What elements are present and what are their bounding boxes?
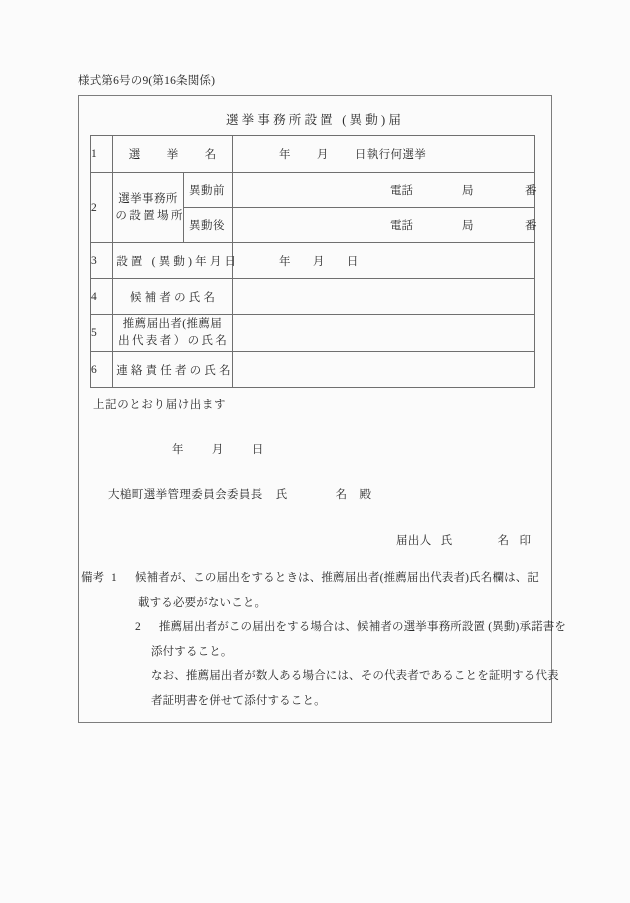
form-table — [90, 135, 535, 388]
label-text: 連絡責任者の氏名 — [116, 364, 234, 377]
form-number: 様式第6号の9(第16条関係) — [78, 75, 216, 87]
telephone-label: 電話 — [390, 185, 413, 197]
sub-label-text: 異動後 — [189, 220, 225, 232]
label-line-2: 出代表者）の氏名 — [118, 335, 230, 347]
month-marker: 月 — [316, 149, 329, 161]
row-value-contact-person-name[interactable] — [233, 352, 535, 388]
label-text: 選 挙 名 — [128, 149, 224, 161]
row-value-election-name[interactable] — [233, 136, 535, 173]
label-line-2: の設置場所 — [115, 209, 185, 222]
month-marker: 月 — [312, 255, 325, 268]
submitter-givenname-label: 名 — [497, 535, 510, 547]
note-item-1-line-1 — [78, 573, 552, 585]
row-value-candidate-name[interactable] — [233, 279, 535, 315]
addressee-line — [108, 486, 371, 502]
submission-date-line[interactable] — [172, 441, 264, 457]
election-date-placeholder — [233, 146, 534, 162]
table-row-recommender-name — [91, 315, 535, 352]
submitter-label: 届出人 — [396, 535, 432, 547]
table-row-election-name — [91, 136, 535, 173]
date-day-marker: 日 — [251, 444, 264, 456]
date-month-marker: 月 — [211, 444, 224, 456]
table-row-candidate-name — [91, 279, 535, 315]
telephone-unit-kyoku: 局 — [462, 220, 474, 232]
addressee-givenname-label: 名 — [335, 489, 348, 501]
row-number-2: 2 — [91, 173, 113, 243]
label-text: 設置 (異動)年月日 — [116, 255, 240, 268]
note-item-2-line-1 — [78, 621, 567, 634]
row-label-election-name — [113, 136, 233, 173]
row-label-recommender-name — [113, 315, 233, 352]
label-line-1: 選挙事務所 — [118, 192, 178, 205]
label-text — [113, 191, 183, 224]
note-number-2: 2 — [135, 621, 141, 633]
row-value-recommender-name[interactable] — [233, 315, 535, 352]
row-value-establishment-date[interactable] — [233, 243, 535, 279]
note-item-2-line-3: なお、推薦届出者が数人ある場合には、その代表者であることを証明する代表 — [151, 670, 559, 682]
notes-section — [78, 572, 567, 707]
day-marker: 日 — [346, 255, 359, 268]
submitter-line[interactable] — [396, 532, 531, 548]
row-label-candidate-name — [113, 279, 233, 315]
year-marker: 年 — [279, 255, 291, 268]
label-text: 候補者の氏名 — [129, 291, 219, 304]
sub-label-before-change — [184, 173, 233, 208]
submitter-surname-label: 氏 — [440, 535, 453, 547]
note-item-1-line-2: 載する必要がないこと。 — [138, 596, 267, 609]
telephone-label: 電話 — [390, 220, 413, 232]
addressee-honorific: 殿 — [359, 489, 372, 501]
row-number-1: 1 — [91, 136, 113, 173]
row-number-5: 5 — [91, 315, 113, 352]
note-item-2-line-4: 者証明書を併せて添付すること。 — [151, 694, 326, 707]
row-label-office-location — [113, 173, 184, 243]
label-line-1: 推薦届出者(推薦届 — [122, 318, 223, 331]
row-value-office-before[interactable] — [233, 173, 535, 208]
row-label-establishment-date — [113, 243, 240, 279]
addressee-surname-label: 氏 — [275, 489, 288, 501]
seal-marker: 印 — [519, 535, 532, 547]
row-label-contact-person-name — [113, 352, 233, 388]
row-number-3: 3 — [91, 243, 113, 279]
declaration-text: 上記のとおり届け出ます — [93, 399, 227, 411]
row-number-4: 4 — [91, 279, 113, 315]
label-text — [113, 316, 232, 349]
telephone-unit-ban: 番 — [525, 220, 537, 232]
date-year-marker: 年 — [172, 444, 184, 456]
document-title: 選挙事務所設置 (異動)届 — [225, 113, 405, 127]
addressee-office-name: 大槌町選挙管理委員会委員長 — [108, 489, 263, 501]
sub-label-after-change — [184, 208, 233, 243]
telephone-unit-kyoku: 局 — [462, 185, 474, 197]
sub-label-text: 異動前 — [189, 185, 225, 197]
row-value-office-after[interactable] — [233, 208, 535, 243]
table-row-establishment-date — [91, 243, 535, 279]
year-marker: 年 — [279, 149, 291, 161]
establishment-date-placeholder — [233, 253, 534, 269]
table-row-contact-person-name — [91, 352, 535, 388]
note-item-2-line-2: 添付すること。 — [151, 645, 233, 658]
note-text: 推薦届出者がこの届出をする場合は、候補者の選挙事務所設置 (異動)承諾書を — [159, 621, 567, 633]
note-text: 候補者が、この届出をするときは、推薦届出者(推薦届出代表者)氏名欄は、記 — [135, 572, 540, 584]
note-number-1: 1 — [111, 572, 117, 584]
telephone-unit-ban: 番 — [525, 185, 537, 197]
row-number-6: 6 — [91, 352, 113, 388]
table-row-office-location-before — [91, 173, 535, 208]
election-day-text: 日執行何選挙 — [354, 149, 427, 161]
notes-heading: 備考 — [81, 572, 105, 584]
